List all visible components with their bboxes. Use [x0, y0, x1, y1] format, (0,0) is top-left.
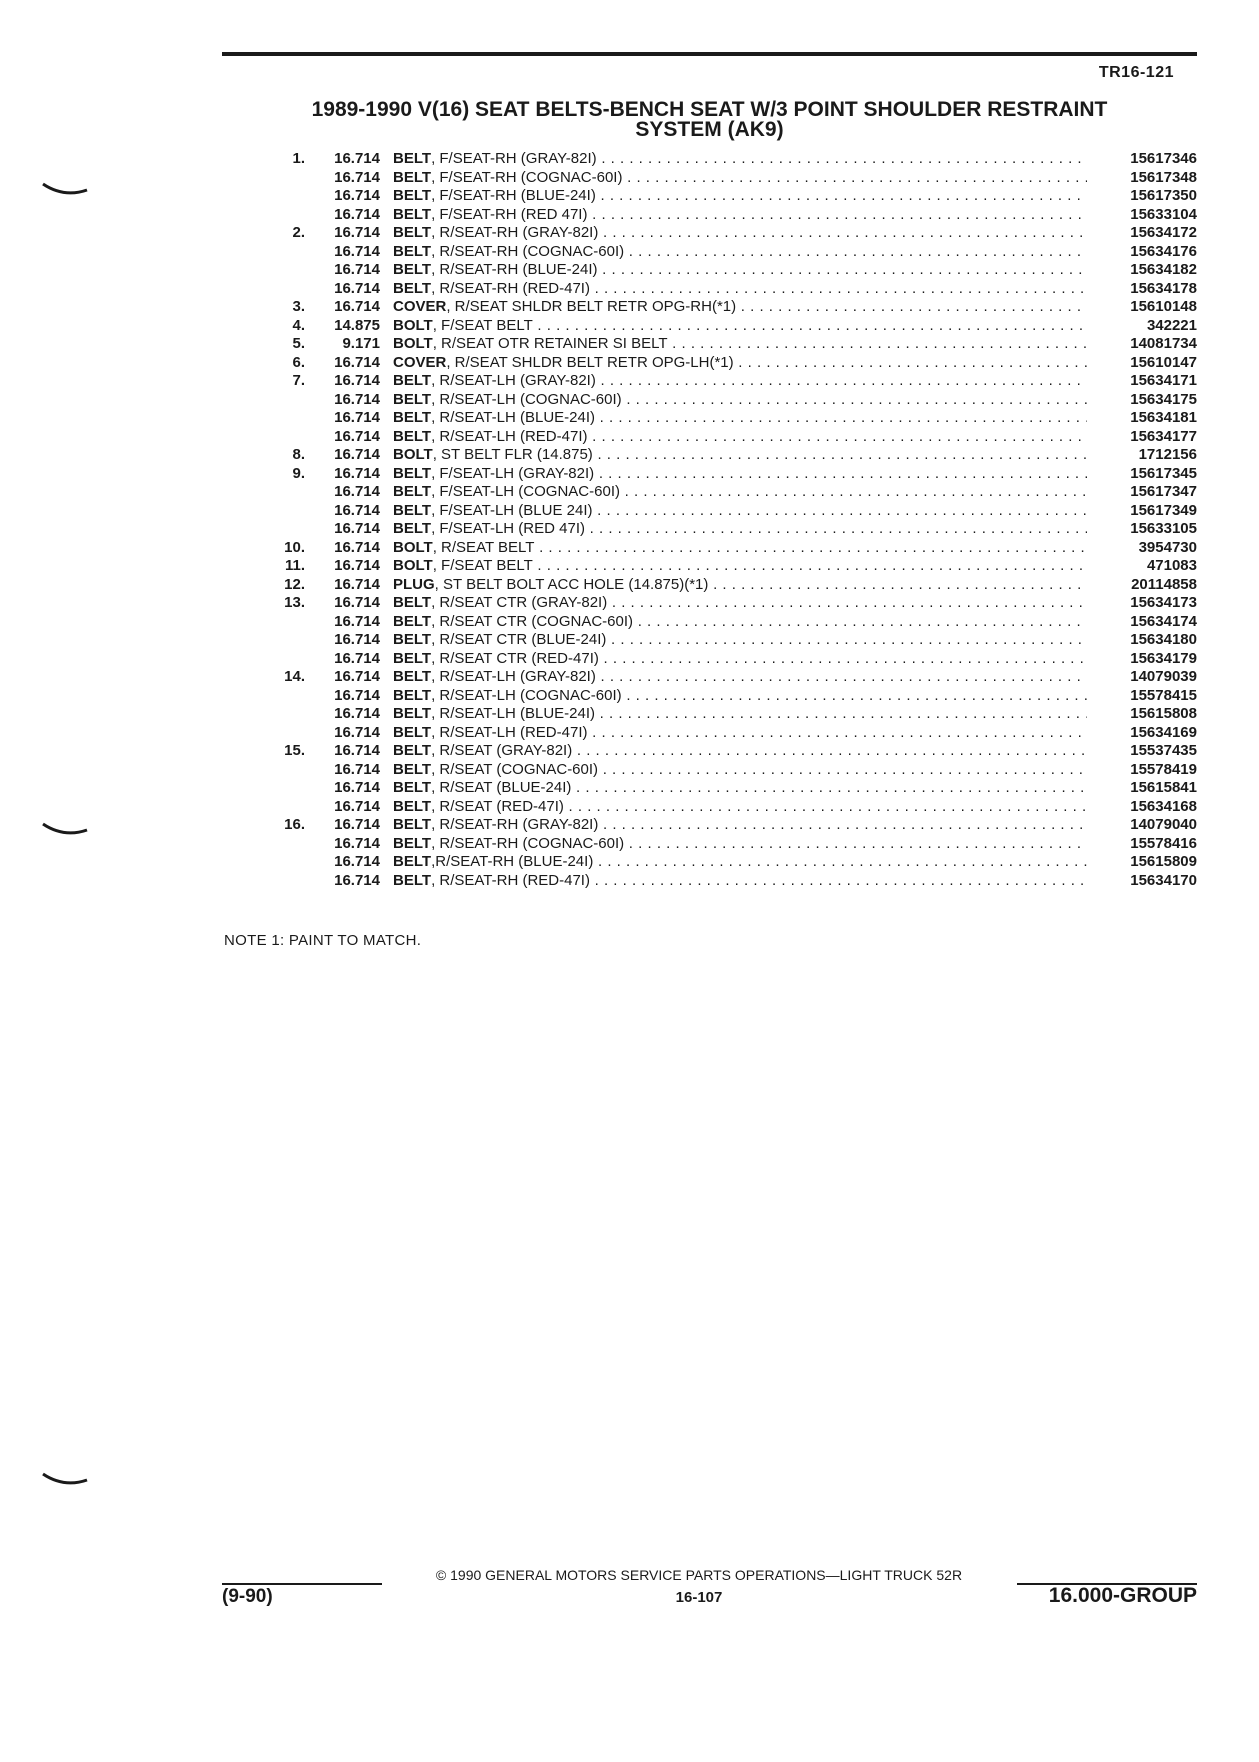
part-name: BELT	[393, 871, 432, 889]
parts-row	[262, 354, 1197, 373]
part-detail: , R/SEAT CTR (RED-47I)	[431, 649, 599, 667]
part-name: BELT	[393, 723, 432, 741]
group-number: 16.714	[334, 779, 380, 796]
part-description	[393, 206, 1087, 225]
part-description	[393, 613, 1087, 632]
part-number: 15634173	[1130, 594, 1197, 611]
parts-row	[262, 372, 1197, 391]
part-number: 15633105	[1130, 520, 1197, 537]
part-number: 15610148	[1130, 298, 1197, 315]
group-number: 16.714	[334, 483, 380, 500]
group-number: 16.714	[334, 649, 380, 667]
group-number: 16.714	[334, 612, 380, 630]
part-detail: , F/SEAT-LH (BLUE 24I)	[431, 501, 593, 519]
parts-row	[262, 187, 1197, 206]
part-detail: , R/SEAT (GRAY-82I)	[431, 742, 573, 759]
part-detail: , R/SEAT (RED-47I)	[431, 797, 564, 815]
parts-row	[262, 317, 1197, 336]
part-detail: , R/SEAT-LH (GRAY-82I)	[431, 372, 596, 389]
part-detail: , R/SEAT-LH (RED-47I)	[431, 427, 588, 445]
item-number: 5.	[292, 335, 305, 352]
part-name: BELT	[393, 483, 432, 500]
part-name: BOLT	[393, 446, 433, 463]
part-detail: , R/SEAT-RH (BLUE-24I)	[431, 261, 598, 278]
parts-row	[262, 724, 1197, 743]
part-number: 14079040	[1130, 816, 1197, 833]
part-detail: , R/SEAT-RH (COGNAC-60I)	[431, 242, 625, 260]
parts-row	[262, 483, 1197, 502]
part-number: 15634181	[1130, 409, 1197, 426]
parts-row	[262, 409, 1197, 428]
group-number: 16.714	[334, 224, 380, 241]
group-number: 16.714	[334, 816, 380, 833]
part-detail: , R/SEAT-LH (COGNAC-60I)	[431, 390, 622, 408]
part-number: 15615809	[1130, 853, 1197, 870]
part-name: BELT	[393, 705, 432, 722]
part-detail: , R/SEAT-LH (BLUE-24I)	[431, 409, 595, 426]
part-name: BELT	[393, 409, 432, 426]
part-name: BELT	[393, 224, 432, 241]
parts-row	[262, 557, 1197, 576]
part-detail: , F/SEAT BELT	[432, 557, 533, 574]
part-number: 15615841	[1130, 779, 1197, 796]
group-number: 16.714	[334, 464, 380, 482]
group-number: 9.171	[342, 335, 380, 352]
group-number: 16.714	[334, 150, 380, 167]
group-number: 16.714	[334, 168, 380, 186]
part-description	[393, 317, 1087, 336]
part-name: BELT	[393, 520, 432, 537]
part-detail: , R/SEAT-LH (BLUE-24I)	[431, 705, 595, 722]
part-name: BELT	[393, 464, 432, 482]
part-name: BOLT	[393, 316, 433, 334]
part-name: BELT	[393, 760, 432, 778]
part-detail: , R/SEAT-RH (RED-47I)	[431, 871, 590, 889]
part-number: 3954730	[1138, 538, 1197, 556]
part-name: BOLT	[393, 538, 433, 556]
part-detail: , R/SEAT CTR (GRAY-82I)	[431, 594, 608, 611]
part-description	[393, 631, 1087, 650]
part-name: BELT	[393, 501, 432, 519]
part-description	[393, 409, 1087, 428]
parts-row	[262, 298, 1197, 317]
parts-row	[262, 631, 1197, 650]
group-number: 16.714	[334, 409, 380, 426]
revision-date: (9-90)	[222, 1586, 273, 1607]
parts-row	[262, 816, 1197, 835]
group-number: 16.714	[334, 557, 380, 574]
part-detail: , R/SEAT-LH (GRAY-82I)	[431, 668, 596, 685]
group-number: 16.714	[334, 390, 380, 408]
part-name: BELT	[393, 390, 432, 408]
binder-hole-mark-icon	[42, 182, 88, 198]
part-detail: , F/SEAT BELT	[432, 316, 533, 334]
parts-row	[262, 576, 1197, 595]
part-name: BELT	[393, 779, 432, 796]
part-detail: , F/SEAT-RH (COGNAC-60I)	[431, 168, 623, 186]
part-detail: , F/SEAT-RH (RED 47I)	[431, 205, 588, 223]
part-description	[393, 465, 1087, 484]
part-description	[393, 816, 1087, 835]
parts-row	[262, 742, 1197, 761]
part-number: 15617345	[1130, 464, 1197, 482]
parts-row	[262, 280, 1197, 299]
part-number: 20114858	[1131, 575, 1197, 593]
part-name: BELT	[393, 427, 432, 445]
part-description	[393, 687, 1087, 706]
part-name: BELT	[393, 686, 432, 704]
part-description	[393, 761, 1087, 780]
group-number: 16.714	[334, 187, 380, 204]
item-number: 16.	[284, 816, 305, 833]
item-number: 3.	[292, 298, 305, 315]
parts-list	[262, 150, 1197, 890]
part-description	[393, 502, 1087, 521]
part-description	[393, 705, 1087, 724]
item-number: 8.	[292, 446, 305, 463]
parts-row	[262, 224, 1197, 243]
binder-hole-mark-icon	[42, 1472, 88, 1488]
part-detail: , ST BELT FLR (14.875)	[432, 446, 593, 463]
parts-row	[262, 872, 1197, 891]
parts-row	[262, 613, 1197, 632]
part-number: 15634169	[1130, 723, 1197, 741]
part-description	[393, 243, 1087, 262]
part-description	[393, 742, 1087, 761]
part-number: 15634176	[1130, 242, 1197, 260]
part-name: BELT	[393, 742, 432, 759]
part-detail: , R/SEAT SHLDR BELT RETR OPG-LH(*1)	[446, 353, 734, 371]
parts-row	[262, 446, 1197, 465]
parts-row	[262, 779, 1197, 798]
part-number: 15634178	[1130, 279, 1197, 297]
part-number: 15634170	[1130, 871, 1197, 889]
parts-row	[262, 687, 1197, 706]
item-number: 14.	[284, 668, 305, 685]
part-detail: , R/SEAT OTR RETAINER SI BELT	[432, 335, 668, 352]
part-description	[393, 298, 1087, 317]
part-name: BELT	[393, 612, 432, 630]
part-name: BELT	[393, 150, 432, 167]
part-description	[393, 261, 1087, 280]
parts-row	[262, 502, 1197, 521]
part-number: 15634180	[1130, 631, 1197, 648]
parts-row	[262, 798, 1197, 817]
item-number: 9.	[292, 464, 305, 482]
part-number: 15634171	[1130, 372, 1197, 389]
part-number: 15537435	[1130, 742, 1197, 759]
part-description	[393, 594, 1087, 613]
part-number: 342221	[1146, 316, 1197, 334]
parts-row	[262, 520, 1197, 539]
part-detail: , R/SEAT-LH (RED-47I)	[431, 723, 588, 741]
part-name: BOLT	[393, 335, 433, 352]
part-description	[393, 354, 1087, 373]
part-name: BELT	[393, 853, 432, 870]
item-number: 1.	[292, 150, 305, 167]
part-detail: , F/SEAT-RH (BLUE-24I)	[431, 187, 596, 204]
parts-row	[262, 650, 1197, 669]
page-title-continued: SYSTEM (AK9)	[635, 118, 784, 141]
page-number: 16-107	[675, 1589, 723, 1606]
group-number: 16.714	[334, 742, 380, 759]
part-number: 15634168	[1130, 797, 1197, 815]
part-name: BOLT	[393, 557, 433, 574]
part-name: BELT	[393, 668, 432, 685]
part-number: 14081734	[1130, 335, 1197, 352]
group-number: 16.714	[334, 353, 380, 371]
part-description	[393, 779, 1087, 798]
parts-row	[262, 391, 1197, 410]
part-name: BELT	[393, 631, 432, 648]
group-number: 16.714	[334, 834, 380, 852]
footer-rule-left	[222, 1583, 382, 1585]
part-detail: , R/SEAT CTR (BLUE-24I)	[431, 631, 607, 648]
part-description	[393, 483, 1087, 502]
parts-row	[262, 705, 1197, 724]
part-name: BELT	[393, 187, 432, 204]
part-name: COVER	[393, 298, 447, 315]
group-number: 16.714	[334, 261, 380, 278]
part-description	[393, 520, 1087, 539]
page-title: 1989-1990 V(16) SEAT BELTS-BENCH SEAT W/3 POINT SHOULDER RESTRAINT	[311, 98, 1108, 121]
part-number: 471083	[1146, 557, 1197, 574]
group-number: 16.714	[334, 427, 380, 445]
item-number: 15.	[284, 742, 305, 759]
part-name: BELT	[393, 168, 432, 186]
group-number: 16.714	[334, 871, 380, 889]
group-number: 16.714	[334, 372, 380, 389]
part-name: BELT	[393, 279, 432, 297]
item-number: 2.	[292, 224, 305, 241]
part-number: 15634177	[1130, 427, 1197, 445]
part-description	[393, 224, 1087, 243]
part-number: 15634175	[1130, 390, 1197, 408]
part-detail: , F/SEAT-RH (GRAY-82I)	[431, 150, 597, 167]
header-rule	[222, 52, 1197, 56]
part-name: BELT	[393, 594, 432, 611]
group-number: 16.714	[334, 538, 380, 556]
group-number: 16.714	[334, 205, 380, 223]
part-number: 15617346	[1130, 150, 1197, 167]
part-number: 15610147	[1130, 353, 1197, 371]
part-description	[393, 576, 1087, 595]
part-number: 15617349	[1130, 501, 1197, 519]
group-number: 16.714	[334, 298, 380, 315]
part-name: COVER	[393, 353, 447, 371]
group-number: 16.714	[334, 501, 380, 519]
part-number: 1712156	[1138, 446, 1197, 463]
part-name: BELT	[393, 797, 432, 815]
part-description	[393, 668, 1087, 687]
part-description	[393, 557, 1087, 576]
item-number: 12.	[284, 575, 305, 593]
part-detail: , R/SEAT-RH (GRAY-82I)	[431, 224, 599, 241]
group-number: 14.875	[334, 316, 380, 334]
group-number: 16.714	[334, 723, 380, 741]
part-description	[393, 150, 1087, 169]
group-number: 16.714	[334, 760, 380, 778]
part-description	[393, 872, 1087, 891]
parts-row	[262, 261, 1197, 280]
part-name: BELT	[393, 649, 432, 667]
part-number: 15617348	[1130, 168, 1197, 186]
part-detail: , R/SEAT BELT	[432, 538, 535, 556]
part-description	[393, 187, 1087, 206]
parts-row	[262, 594, 1197, 613]
part-description	[393, 391, 1087, 410]
part-description	[393, 853, 1087, 872]
part-detail: , R/SEAT-RH (GRAY-82I)	[431, 816, 599, 833]
part-detail: , R/SEAT (COGNAC-60I)	[431, 760, 599, 778]
parts-row	[262, 853, 1197, 872]
parts-row	[262, 206, 1197, 225]
part-description	[393, 372, 1087, 391]
group-number: 16.714	[334, 242, 380, 260]
part-name: BELT	[393, 834, 432, 852]
parts-row	[262, 835, 1197, 854]
parts-row	[262, 169, 1197, 188]
footnote: NOTE 1: PAINT TO MATCH.	[224, 932, 422, 949]
group-number: 16.714	[334, 705, 380, 722]
group-number: 16.714	[334, 279, 380, 297]
part-number: 15634172	[1130, 224, 1197, 241]
part-detail: , ST BELT BOLT ACC HOLE (14.875)(*1)	[434, 575, 709, 593]
part-description	[393, 446, 1087, 465]
part-description	[393, 650, 1087, 669]
copyright-line: © 1990 GENERAL MOTORS SERVICE PARTS OPERATIONS—LIGHT TRUCK 52R	[435, 1567, 963, 1583]
parts-row	[262, 465, 1197, 484]
part-description	[393, 335, 1087, 354]
part-name: BELT	[393, 372, 432, 389]
item-number: 10.	[284, 538, 305, 556]
part-detail: , R/SEAT-RH (RED-47I)	[431, 279, 590, 297]
part-description	[393, 169, 1087, 188]
parts-row	[262, 335, 1197, 354]
group-number: 16.714	[334, 668, 380, 685]
part-description	[393, 428, 1087, 447]
item-number: 7.	[292, 372, 305, 389]
part-name: PLUG	[393, 575, 435, 593]
group-number: 16.714	[334, 631, 380, 648]
part-detail: , R/SEAT-LH (COGNAC-60I)	[431, 686, 622, 704]
part-number: 15615808	[1130, 705, 1197, 722]
part-number: 15578415	[1130, 686, 1197, 704]
part-description	[393, 835, 1087, 854]
part-name: BELT	[393, 816, 432, 833]
page-code: TR16-121	[1098, 64, 1174, 81]
group-number: 16.714	[334, 594, 380, 611]
part-description	[393, 724, 1087, 743]
part-name: BELT	[393, 242, 432, 260]
part-detail: , F/SEAT-LH (RED 47I)	[431, 520, 585, 537]
part-number: 15578416	[1130, 834, 1197, 852]
part-detail: ,R/SEAT-RH (BLUE-24I)	[431, 853, 594, 870]
parts-row	[262, 150, 1197, 169]
part-number: 15634182	[1130, 261, 1197, 278]
parts-row	[262, 761, 1197, 780]
parts-row	[262, 539, 1197, 558]
part-number: 14079039	[1130, 668, 1197, 685]
part-number: 15634179	[1130, 649, 1197, 667]
part-number: 15634174	[1130, 612, 1197, 630]
part-detail: , R/SEAT (BLUE-24I)	[431, 779, 572, 796]
parts-row	[262, 243, 1197, 262]
item-number: 13.	[284, 594, 305, 611]
part-number: 15617347	[1130, 483, 1197, 500]
group-number: 16.714	[334, 686, 380, 704]
part-detail: , R/SEAT CTR (COGNAC-60I)	[431, 612, 634, 630]
part-number: 15617350	[1130, 187, 1197, 204]
item-number: 6.	[292, 353, 305, 371]
group-number: 16.714	[334, 797, 380, 815]
parts-row	[262, 428, 1197, 447]
parts-row	[262, 668, 1197, 687]
group-number: 16.714	[334, 446, 380, 463]
part-detail: , R/SEAT-RH (COGNAC-60I)	[431, 834, 625, 852]
part-detail: , F/SEAT-LH (GRAY-82I)	[431, 464, 595, 482]
item-number: 4.	[292, 316, 305, 334]
part-name: BELT	[393, 261, 432, 278]
group-number: 16.714	[334, 520, 380, 537]
part-description	[393, 280, 1087, 299]
part-name: BELT	[393, 205, 432, 223]
part-detail: , R/SEAT SHLDR BELT RETR OPG-RH(*1)	[446, 298, 737, 315]
part-number: 15578419	[1130, 760, 1197, 778]
group-label: 16.000-GROUP	[1048, 1584, 1197, 1607]
binder-hole-mark-icon	[42, 822, 88, 838]
part-description	[393, 539, 1087, 558]
part-number: 15633104	[1130, 205, 1197, 223]
item-number: 11.	[284, 557, 305, 574]
part-detail: , F/SEAT-LH (COGNAC-60I)	[431, 483, 620, 500]
part-description	[393, 798, 1087, 817]
group-number: 16.714	[334, 853, 380, 870]
group-number: 16.714	[334, 575, 380, 593]
